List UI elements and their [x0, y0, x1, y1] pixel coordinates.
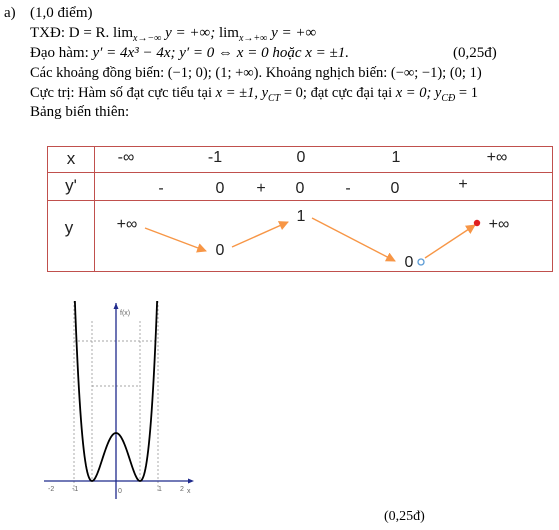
extrema-sub-ct: CT	[268, 93, 281, 104]
arrow-decreasing-2	[312, 218, 395, 261]
y-value: +∞	[116, 216, 138, 233]
derivative-zero: 0	[215, 180, 225, 197]
extrema-part-3: = 0; đạt cực đại tại	[283, 85, 393, 101]
extrema-part-2: x = ±1, y	[215, 85, 269, 101]
derivative-formula: y′ = 4x³ − 4x; y′ = 0 ⇔ x = 0 hoặc x = ±1.	[92, 45, 349, 61]
row-label-y: y	[64, 218, 74, 237]
x-value: 1	[391, 149, 401, 166]
row-label-x: x	[66, 149, 76, 168]
extrema-part-5: = 1	[458, 85, 478, 101]
derivative-line	[30, 45, 349, 62]
arrow-increasing-1	[232, 222, 288, 247]
derivative-sign: -	[158, 180, 164, 197]
y-value: 0	[215, 242, 225, 259]
open-point-marker	[418, 259, 424, 265]
table-title: Bảng biến thiên:	[30, 104, 130, 120]
row-label-derivative: y'	[65, 176, 77, 195]
y-value: 1	[296, 208, 306, 225]
derivative-score: (0,25đ)	[453, 45, 497, 61]
x-value: +∞	[486, 149, 508, 166]
x-tick-label: -1	[72, 486, 79, 493]
y-axis-arrow	[114, 303, 119, 309]
derivative-sign: +	[256, 180, 266, 197]
x-tick-label: -2	[48, 486, 55, 493]
intervals-line: Các khoảng đồng biến: (−1; 0); (1; +∞). Khoảng nghịch biến: (−∞; −1); (0; 1)	[30, 65, 482, 81]
y-value: 0	[404, 254, 414, 271]
x-tick-label: 1	[158, 486, 162, 493]
limit-1-subscript: x→−∞	[133, 33, 162, 44]
extrema-part-1: Cực trị: Hàm số đạt cực tiểu tại	[30, 85, 213, 101]
variation-arrows	[47, 146, 553, 272]
arrow-increasing-2	[425, 225, 475, 258]
x-axis-label: x	[187, 488, 191, 495]
derivative-sign: -	[345, 180, 351, 197]
x-value: 0	[296, 149, 306, 166]
x-value: -1	[207, 149, 223, 166]
domain-line	[30, 25, 316, 47]
limit-2-subscript: x→+∞	[238, 33, 268, 44]
final-score: (0,25đ)	[384, 509, 425, 524]
x-tick-label: 2	[180, 486, 184, 493]
part-label: a)	[4, 5, 16, 21]
extrema-part-4: x = 0; y	[395, 85, 442, 101]
origin-label: 0	[118, 488, 122, 495]
y-value: +∞	[488, 216, 510, 233]
y-axis-label: f(x)	[120, 310, 131, 317]
x-value: -∞	[117, 149, 135, 166]
limit-2-expression: y = +∞	[271, 25, 317, 41]
part-points: (1,0 điểm)	[30, 5, 93, 21]
function-graph	[34, 301, 199, 501]
filled-point-marker	[474, 220, 480, 226]
domain-prefix: TXĐ: D = R. lim	[30, 25, 134, 41]
derivative-zero: 0	[295, 180, 305, 197]
derivative-zero: 0	[390, 180, 400, 197]
derivative-sign: +	[458, 176, 468, 193]
derivative-prefix: Đạo hàm:	[30, 45, 89, 61]
extrema-sub-cd: CĐ	[441, 93, 456, 104]
x-axis-arrow	[188, 479, 194, 484]
limit-2-word: lim	[218, 25, 239, 41]
arrow-decreasing-1	[145, 228, 206, 251]
limit-1-expression: y = +∞;	[165, 25, 216, 41]
variation-table	[47, 146, 553, 272]
